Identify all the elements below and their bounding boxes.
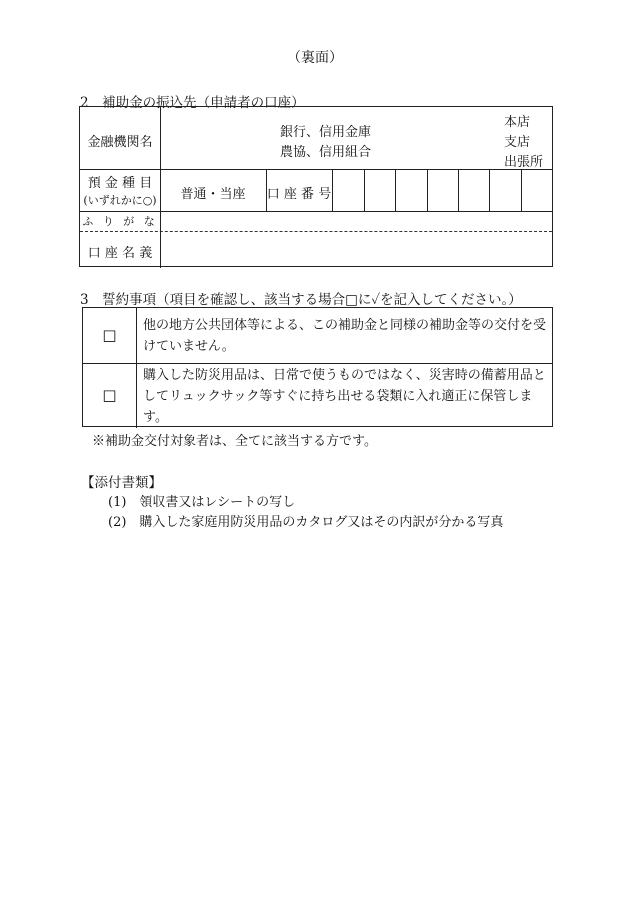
pledge-checkbox-2[interactable]: □ [102,386,117,404]
pledge-table [82,307,553,427]
branch-type-branch: 支店 [503,135,530,150]
attachment-item-1: (1) 領収書又はレシートの写し [108,495,296,510]
branch-type-office: 出張所 [503,155,543,170]
attachments-heading: 【添付書類】 [81,475,162,491]
bank-types-line1: 銀行、信用金庫 [280,125,372,140]
page-title: （裏面） [287,50,343,66]
institution-name-label: 金融機関名 [87,135,153,150]
bank-account-table [79,106,553,267]
bank-types-line2: 農協、信用組合 [280,145,372,160]
attachment-item-2: (2) 購入した家庭用防災用品のカタログ又はその内訳が分かる写真 [108,515,504,530]
section2-heading: 2 補助金の振込先（申請者の口座） [80,95,305,111]
pledge-item-2: 購入した防災用品は、日常で使うものではなく、災害時の備蓄用品としてリュックサック等すぐに持ち出せる袋類に入れ適正に保管します。 [143,368,546,425]
deposit-options: 普通・当座 [180,187,246,202]
pledge-item-1: 他の地方公共団体等による、この補助金と同様の補助金等の交付を受けていません。 [143,318,547,354]
section3-heading: 3 誓約事項（項目を確認し、該当する場合□に✓を記入してください。） [80,292,522,308]
furigana-label: ふ り が な [82,215,158,228]
deposit-type-note: (いずれかに○) [83,194,157,207]
branch-type-head-office: 本店 [503,115,530,130]
account-number-label: 口 座 番 号 [266,187,332,202]
pledge-checkbox-1[interactable]: □ [102,326,117,344]
eligibility-note: ※補助金交付対象者は、全てに該当する方です。 [92,434,377,449]
deposit-type-label: 預 金 種 目 [87,176,153,191]
account-holder-label: 口 座 名 義 [87,246,153,261]
